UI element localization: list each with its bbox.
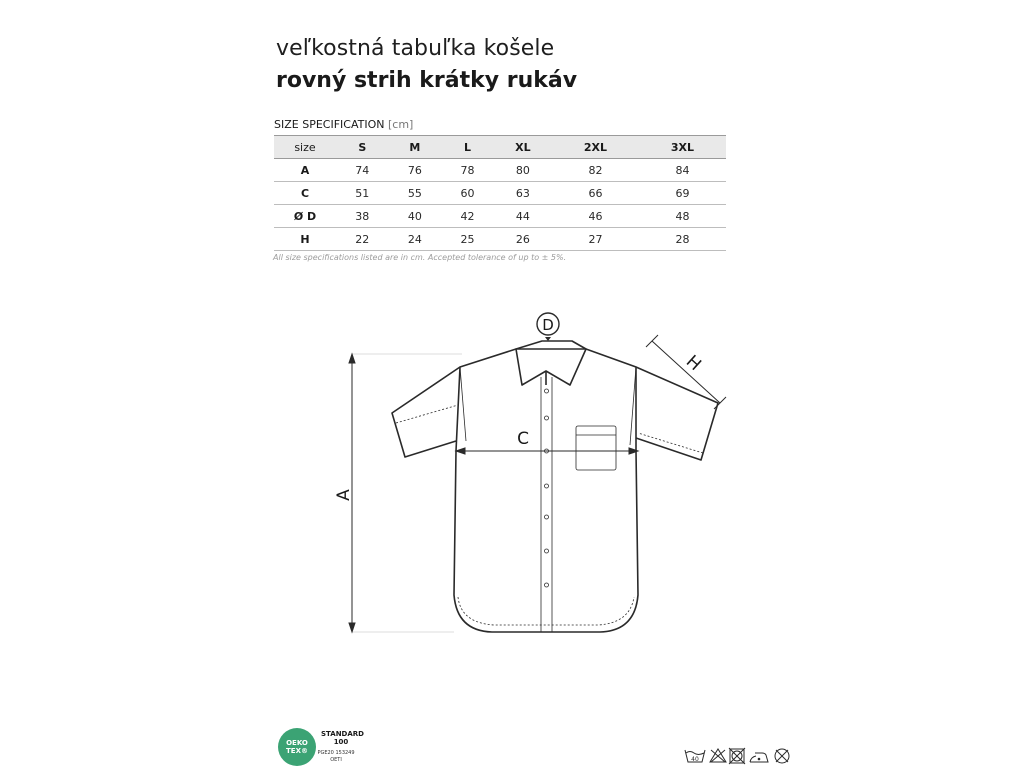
button-row [545, 389, 549, 587]
size-col-m: M [389, 136, 442, 159]
oeko-logo-line-2: TEX® [286, 747, 308, 755]
table-cell: 82 [552, 159, 639, 182]
label-a: A [334, 489, 354, 501]
measure-a [349, 354, 462, 632]
table-cell: 42 [441, 205, 494, 228]
table-row [274, 205, 726, 228]
oeko-standard-line-2: 100 [333, 738, 349, 746]
size-table-header-row [274, 136, 726, 159]
table-cell: 38 [336, 205, 389, 228]
oeko-standard-line-1: STANDARD [321, 730, 364, 738]
oeko-code-line-1: PGE20 153249 [317, 750, 355, 756]
spec-unit: [cm] [387, 118, 414, 131]
table-cell: 84 [639, 159, 726, 182]
measure-h [646, 335, 726, 409]
table-cell: 44 [494, 205, 552, 228]
table-cell: 63 [494, 182, 552, 205]
table-row [274, 182, 726, 205]
size-col-2xl: 2XL [552, 136, 639, 159]
no-dry-clean-icon [775, 749, 789, 763]
row-label-a: A [274, 159, 336, 182]
table-cell: 27 [552, 228, 639, 251]
table-row [274, 159, 726, 182]
row-label-d: Ø D [274, 205, 336, 228]
title-line-1: veľkostná tabuľka košele [276, 36, 555, 61]
table-cell: 51 [336, 182, 389, 205]
shirt-diagram [330, 305, 730, 640]
table-cell: 25 [441, 228, 494, 251]
spec-heading [274, 118, 413, 131]
label-h: H [681, 351, 705, 375]
size-col-l: L [441, 136, 494, 159]
size-col-header: size [274, 136, 336, 159]
table-cell: 24 [389, 228, 442, 251]
oeko-logo-line-1: OEKO [286, 739, 308, 747]
table-cell: 60 [441, 182, 494, 205]
oeko-certificate [311, 750, 361, 764]
table-cell: 76 [389, 159, 442, 182]
table-cell: 55 [389, 182, 442, 205]
chest-pocket [576, 426, 616, 470]
table-cell: 78 [441, 159, 494, 182]
wash-temp-label: 40 [691, 756, 699, 763]
tolerance-note: All size specifications listed are in cm. Accepted tolerance of up to ± 5%. [273, 253, 567, 262]
table-cell: 46 [552, 205, 639, 228]
table-cell: 48 [639, 205, 726, 228]
label-c: C [517, 429, 529, 449]
table-cell: 66 [552, 182, 639, 205]
label-d: D [542, 316, 554, 334]
spec-heading-text: SIZE SPECIFICATION [274, 118, 385, 131]
table-row [274, 228, 726, 251]
size-col-xl: XL [494, 136, 552, 159]
oeko-standard [321, 730, 364, 746]
care-symbols [684, 746, 796, 766]
table-cell: 26 [494, 228, 552, 251]
table-cell: 69 [639, 182, 726, 205]
size-col-s: S [336, 136, 389, 159]
collar [516, 341, 586, 385]
no-tumble-dry-icon [729, 748, 745, 764]
table-cell: 80 [494, 159, 552, 182]
size-col-3xl: 3XL [639, 136, 726, 159]
left-sleeve [392, 367, 460, 457]
table-cell: 28 [639, 228, 726, 251]
right-sleeve [636, 367, 718, 460]
title-line-2: rovný strih krátky rukáv [276, 68, 578, 93]
iron-icon [750, 753, 768, 762]
table-cell: 22 [336, 228, 389, 251]
row-label-h: H [274, 228, 336, 251]
size-table [274, 135, 726, 251]
no-bleach-icon [710, 749, 726, 762]
table-cell: 40 [389, 205, 442, 228]
row-label-c: C [274, 182, 336, 205]
oeko-code-line-2: OETI [330, 757, 342, 763]
table-cell: 74 [336, 159, 389, 182]
